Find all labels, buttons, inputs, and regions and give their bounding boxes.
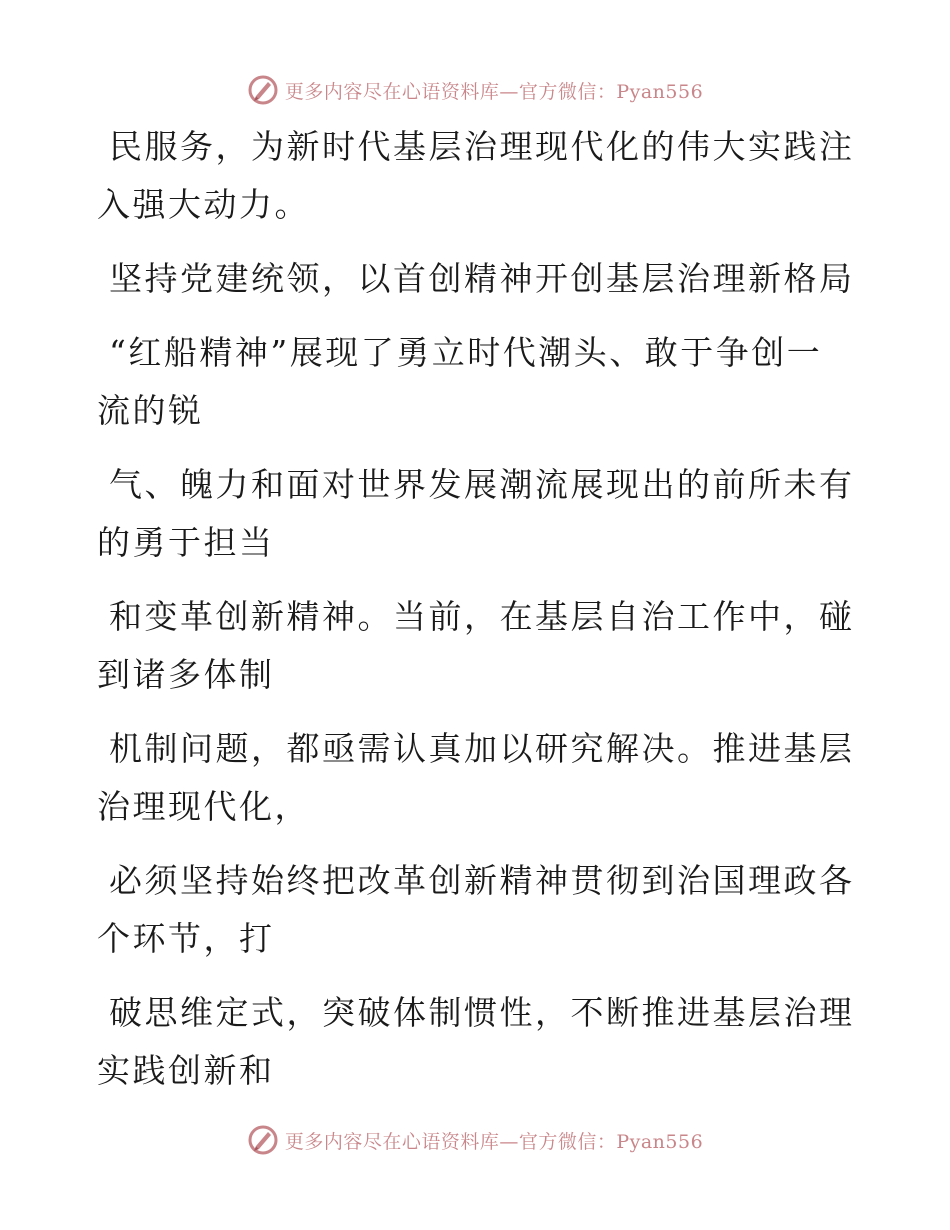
paragraph-8 [97, 984, 855, 1100]
paragraph-line: 必须坚持始终把改革创新精神贯彻到治国理政各 [109, 861, 855, 900]
section-heading [97, 250, 855, 308]
footer-watermark [0, 1120, 950, 1160]
paragraph-3 [97, 324, 833, 440]
paragraph-line: 和变革创新精神。当前，在基层自治工作中，碰 [109, 597, 855, 636]
paragraph-5 [97, 588, 855, 704]
paragraph-line: 实践创新和 [97, 1051, 275, 1090]
paragraph-line: 坚持党建统领，以首创精神开创基层治理新格局 [109, 259, 855, 298]
paragraph-line: 民服务，为新时代基层治理现代化的伟大实践注 [109, 127, 855, 166]
watermark-text: 更多内容尽在心语资料库—官方微信：Pyan556 [284, 80, 704, 103]
paragraph-line: 个环节，打 [97, 919, 275, 958]
paragraph-line: 机制问题，都亟需认真加以研究解决。推进基层 [109, 729, 855, 768]
paragraph-line: “红船精神”展现了勇立时代潮头、敢于争创一 [109, 333, 823, 372]
pen-seal-icon [247, 1124, 279, 1156]
paragraph-line: 破思维定式，突破体制惯性，不断推进基层治理 [109, 993, 855, 1032]
paragraph-line: 流的锐 [97, 391, 204, 430]
paragraph-line: 入强大动力。 [97, 185, 310, 224]
paragraph-4 [97, 456, 855, 572]
header-watermark [0, 70, 950, 110]
paragraph-6 [97, 720, 855, 836]
paragraph-line: 气、魄力和面对世界发展潮流展现出的前所未有 [109, 465, 855, 504]
paragraph-line: 的勇于担当 [97, 523, 275, 562]
watermark-text: 更多内容尽在心语资料库—官方微信：Pyan556 [284, 1130, 704, 1153]
paragraph-line: 到诸多体制 [97, 655, 275, 694]
paragraph-7 [97, 852, 855, 968]
document-body [97, 118, 855, 1116]
paragraph-1 [97, 118, 855, 234]
paragraph-line: 治理现代化， [97, 787, 310, 826]
pen-seal-icon [247, 74, 279, 106]
